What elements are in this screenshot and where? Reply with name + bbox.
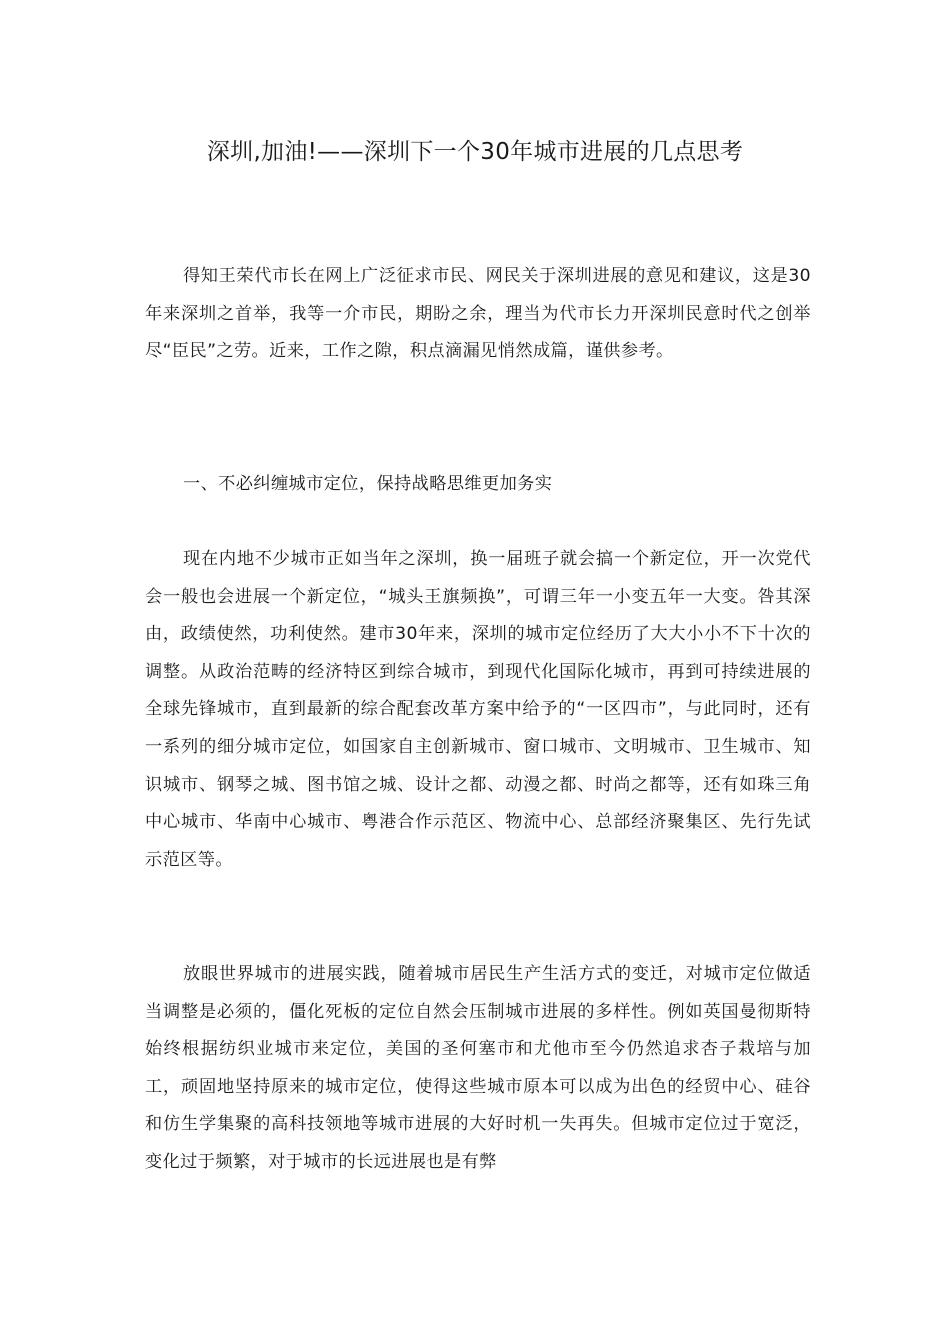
section-heading: 一、不必纠缠城市定位，保持战略思维更加务实 [183, 474, 553, 494]
intro-paragraph: 得知王荣代市长在网上广泛征求市民、网民关于深圳进展的意见和建议，这是30年来深圳之首举，我等一介市民，期盼之余，理当为代市长力开深圳民意时代之创举尽“臣民”之劳。近来，工作之隙，积点滴漏见悄然成篇，谨供参考。 [145, 266, 811, 362]
document-title: 深圳,加油!——深圳下一个30年城市进展的几点思考 [206, 139, 744, 165]
body-paragraph-2: 放眼世界城市的进展实践，随着城市居民生产生活方式的变迁，对城市定位做适当调整是必须的，僵化死板的定位自然会压制城市进展的多样性。例如英国曼彻斯特始终根据纺织业城市来定位，美国的圣何塞市和尤他市至今仍然追求杏子栽培与加工，顽固地坚持原来的城市定位，使得这些城市原本可以成为出色的经贸中心、硅谷和仿生学集聚的高科技领地等城市进展的大好时机一失再失。但城市定位过于宽泛，变化过于频繁，对于城市的长远进展也是有弊 [145, 964, 811, 1172]
body-paragraph-1: 现在内地不少城市正如当年之深圳，换一届班子就会搞一个新定位，开一次党代会一般也会进展一个新定位，“城头王旗频换”，可谓三年一小变五年一大变。咎其深由，政绩使然，功利使然。建市30年来，深圳的城市定位经历了大大小小不下十次的调整。从政治范畴的经济特区到综合城市，到现代化国际化城市，再到可持续进展的全球先锋城市，直到最新的综合配套改革方案中给予的“一区四市”，与此同时，还有一系列的细分城市定位，如国家自主创新城市、窗口城市、文明城市、卫生城市、知识城市、钢琴之城、图书馆之城、设计之都、动漫之都、时尚之都等，还有如珠三角中心城市、华南中心城市、粤港合作示范区、物流中心、总部经济聚集区、先行先试示范区等。 [145, 549, 811, 870]
